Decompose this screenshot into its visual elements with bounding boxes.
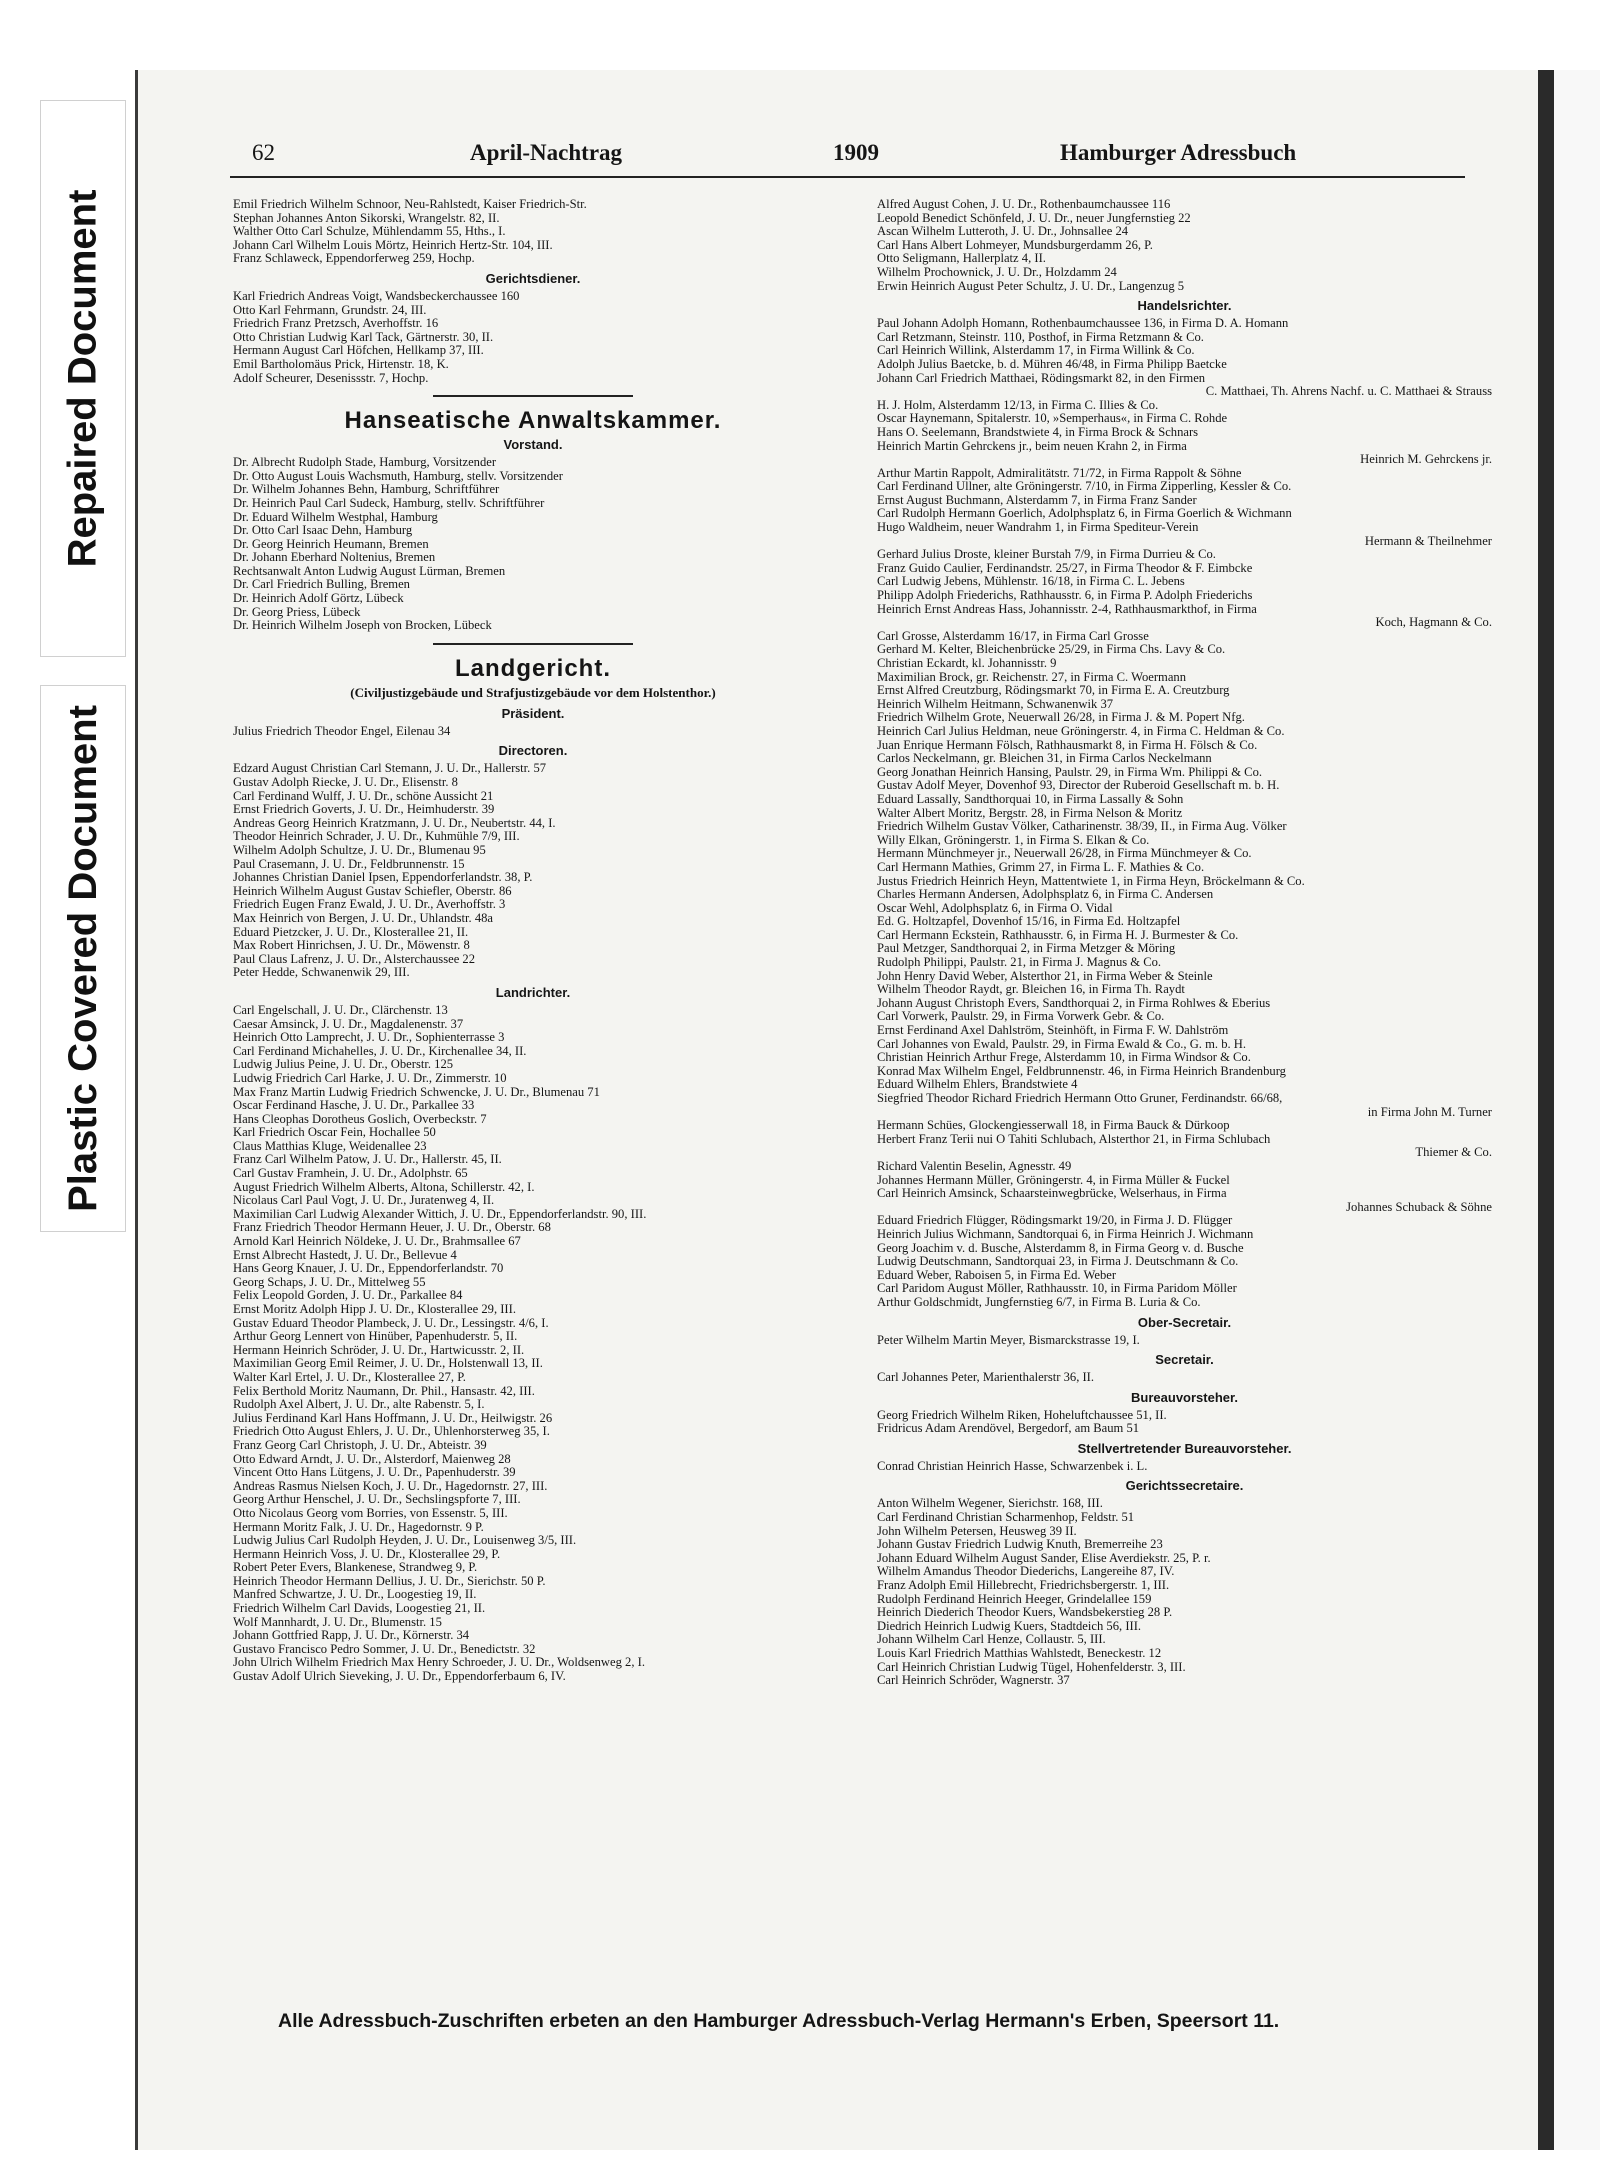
directory-entry: Carlos Neckelmann, gr. Bleichen 31, in Firma Carlos Neckelmann <box>877 751 1212 766</box>
directory-entry: Arnold Karl Heinrich Nöldeke, J. U. Dr., Brahmsallee 67 <box>233 1234 521 1249</box>
directory-entry: Carl Retzmann, Steinstr. 110, Posthof, in Firma Retzmann & Co. <box>877 329 1204 344</box>
directory-entry: Max Heinrich von Bergen, J. U. Dr., Uhlandstr. 48a <box>233 910 493 925</box>
directory-entry: Georg Arthur Henschel, J. U. Dr., Sechslingspforte 7, III. <box>233 1492 521 1507</box>
directory-entry: Vincent Otto Hans Lütgens, J. U. Dr., Papenhuderstr. 39 <box>233 1465 516 1480</box>
directory-entry: Friedrich Wilhelm Gustav Völker, Catharinenstr. 38/39, II., in Firma Aug. Völker <box>877 819 1287 834</box>
directory-entry: Adolf Scheurer, Desenissstr. 7, Hochp. <box>233 370 429 385</box>
directory-entry: Gustav Adolph Riecke, J. U. Dr., Elisenstr. 8 <box>233 775 458 790</box>
directory-entry: Walter Albert Moritz, Bergstr. 28, in Firma Nelson & Moritz <box>877 805 1183 820</box>
page-header <box>230 140 1320 174</box>
directory-entry: Justus Friedrich Heinrich Heyn, Mattentwiete 1, in Firma Heyn, Bröckelmann & Co. <box>877 873 1305 888</box>
directory-entry: Dr. Johann Eberhard Noltenius, Bremen <box>233 550 436 565</box>
directory-entry: Dr. Georg Priess, Lübeck <box>233 604 361 619</box>
directory-entry: Willy Elkan, Gröningerstr. 1, in Firma S. Elkan & Co. <box>877 832 1150 847</box>
directory-entry: Heinrich Julius Wichmann, Sandtorquai 6, in Firma Heinrich J. Wichmann <box>877 1226 1254 1241</box>
directory-entry: Emil Bartholomäus Prick, Hirtenstr. 18, K. <box>233 356 449 371</box>
directory-entry: Dr. Otto August Louis Wachsmuth, Hamburg, stellv. Vorsitzender <box>233 468 563 483</box>
publisher-footer: Alle Adressbuch-Zuschriften erbeten an den Hamburger Adressbuch-Verlag Hermann's Erben, Speersort 11. <box>278 2010 1280 2032</box>
directory-entry: Wilhelm Amandus Theodor Diederichs, Langereihe 87, IV. <box>877 1564 1175 1579</box>
section-heading-landrichter: Landrichter. <box>495 984 571 1000</box>
directory-entry: Heinrich Diederich Theodor Kuers, Wandsbekerstieg 28 P. <box>877 1605 1173 1620</box>
directory-entry: Ernst Alfred Creutzburg, Rödingsmarkt 70, in Firma E. A. Creutzburg <box>877 683 1230 698</box>
directory-entry: Gustav Eduard Theodor Plambeck, J. U. Dr., Lessingstr. 4/6, I. <box>233 1315 549 1330</box>
directory-entry: Maximilian Carl Ludwig Alexander Wittich, J. U. Dr., Eppendorferlandstr. 90, III. <box>233 1206 647 1221</box>
right-column <box>877 198 1492 1688</box>
directory-entry: Emil Friedrich Wilhelm Schnoor, Neu-Rahlstedt, Kaiser Friedrich-Str. <box>233 197 587 211</box>
directory-entry: Heinrich Wilhelm August Gustav Schiefler, Oberstr. 86 <box>233 883 512 898</box>
directory-entry: Carl Ferdinand Wulff, J. U. Dr., schöne Aussicht 21 <box>233 788 494 803</box>
directory-entry: Fridricus Adam Arendövel, Bergedorf, am Baum 51 <box>877 1421 1140 1436</box>
directory-entry: Carl Gustav Framhein, J. U. Dr., Adolphstr. 65 <box>233 1166 468 1181</box>
directory-entry: John Wilhelm Petersen, Heusweg 39 II. <box>877 1523 1077 1538</box>
directory-entry: Friedrich Eugen Franz Ewald, J. U. Dr., Averhoffstr. 3 <box>233 897 506 912</box>
directory-entry: Johann August Christoph Evers, Sandthorquai 2, in Firma Rohlwes & Eberius <box>877 995 1271 1010</box>
directory-entry: Karl Friedrich Andreas Voigt, Wandsbeckerchaussee 160 <box>233 288 520 303</box>
directory-entry: Karl Friedrich Oscar Fein, Hochallee 50 <box>233 1125 436 1140</box>
directory-entry: Stephan Johannes Anton Sikorski, Wrangelstr. 82, II. <box>233 210 500 225</box>
section-heading-directoren: Directoren. <box>498 743 568 759</box>
scan-margin <box>1554 70 1600 2150</box>
directory-entry: Konrad Max Wilhelm Engel, Feldbrunnenstr. 46, in Firma Heinrich Brandenburg <box>877 1063 1286 1078</box>
year: 1909 <box>833 140 879 165</box>
directory-entry: Rudolph Ferdinand Heinrich Heeger, Grindelallee 159 <box>877 1591 1152 1606</box>
directory-entry: Diedrich Heinrich Ludwig Kuers, Stadtdeich 56, III. <box>877 1618 1142 1633</box>
directory-entry: Andreas Rasmus Nielsen Koch, J. U. Dr., Hagedornstr. 27, III. <box>233 1478 548 1493</box>
directory-entry: Ludwig Friedrich Carl Harke, J. U. Dr., Zimmerstr. 10 <box>233 1070 507 1085</box>
directory-entry: H. J. Holm, Alsterdamm 12/13, in Firma C. Illies & Co. <box>877 397 1159 412</box>
directory-entry: Johann Carl Friedrich Matthaei, Rödingsmarkt 82, in den Firmen <box>877 370 1206 385</box>
directory-entry: Gerhard Julius Droste, kleiner Burstah 7/9, in Firma Durrieu & Co. <box>877 547 1216 562</box>
stellv-bureauvorsteher-list <box>877 1460 1492 1474</box>
secretair-list <box>877 1371 1492 1385</box>
directory-entry: Franz Guido Caulier, Ferdinandstr. 25/27, in Firma Theodor & F. Eimbcke <box>877 560 1253 575</box>
directory-entry: Ernst August Buchmann, Alsterdamm 7, in Firma Franz Sander <box>877 492 1197 507</box>
directory-entry-continuation: Hermann & Theilnehmer <box>1364 533 1492 548</box>
directory-entry: Siegfried Theodor Richard Friedrich Hermann Otto Gruner, Ferdinandstr. 66/68, <box>877 1091 1283 1105</box>
directory-entry: Robert Peter Evers, Blankenese, Strandweg 9, P. <box>233 1560 478 1575</box>
directory-entry: Arthur Georg Lennert von Hinüber, Papenhuderstr. 5, II. <box>233 1329 518 1344</box>
obersecretair-list <box>877 1334 1492 1348</box>
directory-entry: Paul Claus Lafrenz, J. U. Dr., Alsterchaussee 22 <box>233 951 476 966</box>
directory-entry-continuation: Koch, Hagmann & Co. <box>1375 615 1492 630</box>
section-heading-handelsrichter: Handelsrichter. <box>1137 298 1232 314</box>
directory-entry: Heinrich Otto Lamprecht, J. U. Dr., Sophienterrasse 3 <box>233 1030 505 1045</box>
directory-entry: Heinrich Theodor Hermann Dellius, J. U. Dr., Sierichstr. 50 P. <box>233 1573 546 1588</box>
directory-entry: Carl Vorwerk, Paulstr. 29, in Firma Vorwerk Gebr. & Co. <box>877 1009 1165 1024</box>
directory-entry: Paul Crasemann, J. U. Dr., Feldbrunnenstr. 15 <box>233 856 465 871</box>
directory-entry: Rechtsanwalt Anton Ludwig August Lürman, Bremen <box>233 563 506 578</box>
directory-entry: Eduard Pietzcker, J. U. Dr., Klosterallee 21, II. <box>233 924 469 939</box>
directory-entry: Wolf Mannhardt, J. U. Dr., Blumenstr. 15 <box>233 1614 442 1629</box>
left-top-list <box>233 198 833 266</box>
directory-entry: Carl Johannes von Ewald, Paulstr. 29, in Firma Ewald & Co., G. m. b. H. <box>877 1036 1247 1051</box>
directory-entry: Carl Rudolph Hermann Goerlich, Adolphsplatz 6, in Firma Goerlich & Wichmann <box>877 506 1292 521</box>
directory-entry: Hans O. Seelemann, Brandstwiete 4, in Firma Brock & Schnars <box>877 424 1199 439</box>
directory-entry: Hermann Moritz Falk, J. U. Dr., Hagedornstr. 9 P. <box>233 1519 484 1534</box>
directory-entry: Franz Friedrich Theodor Hermann Heuer, J. U. Dr., Oberstr. 68 <box>233 1220 551 1235</box>
directory-entry: Theodor Heinrich Schrader, J. U. Dr., Kuhmühle 7/9, III. <box>233 829 520 844</box>
directory-entry: Carl Hans Albert Lohmeyer, Mundsburgerdamm 26, P. <box>877 237 1153 252</box>
directory-entry: Hermann Schües, Glockengiesserwall 18, in Firma Bauck & Dürkoop <box>877 1118 1230 1133</box>
section-heading-bureauvorsteher: Bureauvorsteher. <box>1131 1389 1238 1405</box>
directory-entry: Rudolph Philippi, Paulstr. 21, in Firma J. Magnus & Co. <box>877 955 1162 970</box>
section-rule <box>433 395 633 397</box>
directory-entry: Franz Adolph Emil Hillebrecht, Friedrichsbergerstr. 1, III. <box>877 1578 1170 1593</box>
directory-entry: Caesar Amsinck, J. U. Dr., Magdalenenstr. 37 <box>233 1016 464 1031</box>
directory-entry: Hermann August Carl Höfchen, Hellkamp 37, III. <box>233 343 484 358</box>
directory-entry: Ludwig Deutschmann, Sandtorquai 23, in Firma J. Deutschmann & Co. <box>877 1254 1239 1269</box>
directory-entry: Ascan Wilhelm Lutteroth, J. U. Dr., Johnsallee 24 <box>877 224 1129 239</box>
gerichtsdiener-list <box>233 290 833 385</box>
directory-entry: Julius Ferdinand Karl Hans Hoffmann, J. U. Dr., Heilwigstr. 26 <box>233 1410 553 1425</box>
directory-entry: Adolph Julius Baetcke, b. d. Mühren 46/48, in Firma Philipp Baetcke <box>877 356 1227 371</box>
page-number: 62 <box>252 140 275 165</box>
supplement-title: April-Nachtrag <box>470 140 623 165</box>
directory-entry: Manfred Schwartze, J. U. Dr., Loogestieg 19, II. <box>233 1587 477 1602</box>
directory-entry: Friedrich Wilhelm Carl Davids, Loogestieg 21, II. <box>233 1601 486 1616</box>
directory-entry: Felix Berthold Moritz Naumann, Dr. Phil., Hansastr. 42, III. <box>233 1383 535 1398</box>
directory-entry: John Henry David Weber, Alsterthor 21, in Firma Weber & Steinle <box>877 968 1213 983</box>
directory-entry: Friedrich Franz Pretzsch, Averhoffstr. 16 <box>233 316 439 331</box>
left-column <box>233 198 833 1684</box>
directory-entry: Carl Hermann Eckstein, Rathhausstr. 6, in Firma H. J. Burmester & Co. <box>877 927 1239 942</box>
directory-entry-continuation: in Firma John M. Turner <box>1367 1104 1492 1119</box>
directory-entry: Hugo Waldheim, neuer Wandrahm 1, in Firma Spediteur-Verein <box>877 520 1199 535</box>
landgericht-subtitle: (Civiljustizgebäude und Strafjustizgebäude vor dem Holstenthor.) <box>350 684 716 700</box>
directory-entry: Georg Jonathan Heinrich Hansing, Paulstr. 29, in Firma Wm. Philippi & Co. <box>877 764 1263 779</box>
directory-entry: Gustavo Francisco Pedro Sommer, J. U. Dr., Benedictstr. 32 <box>233 1641 536 1656</box>
right-top-list <box>877 198 1492 293</box>
directory-entry: Johannes Hermann Müller, Gröningerstr. 4, in Firma Müller & Fuckel <box>877 1172 1230 1187</box>
landrichter-list <box>233 1004 833 1684</box>
directory-entry: Leopold Benedict Schönfeld, J. U. Dr., neuer Jungfernstieg 22 <box>877 210 1191 225</box>
section-heading-landgericht: Landgericht. <box>454 654 611 682</box>
directory-entry-continuation: C. Matthaei, Th. Ahrens Nachf. u. C. Matthaei & Strauss <box>1205 384 1492 399</box>
directory-entry: Dr. Albrecht Rudolph Stade, Hamburg, Vorsitzender <box>233 455 497 470</box>
directory-entry: Johann Wilhelm Carl Henze, Collaustr. 5, III. <box>877 1632 1106 1647</box>
directory-entry: Ernst Moritz Adolph Hipp J. U. Dr., Klosterallee 29, III. <box>233 1302 516 1316</box>
directory-entry: Franz Carl Wilhelm Patow, J. U. Dr., Hallerstr. 45, II. <box>233 1152 502 1167</box>
directory-entry: Otto Karl Fehrmann, Grundstr. 24, III. <box>233 302 427 317</box>
directory-entry: Georg Schaps, J. U. Dr., Mittelweg 55 <box>233 1274 426 1289</box>
directory-entry: Paul Johann Adolph Homann, Rothenbaumchaussee 136, in Firma D. A. Homann <box>877 316 1289 331</box>
directory-entry: Otto Seligmann, Hallerplatz 4, II. <box>877 251 1046 266</box>
directory-entry: Walter Karl Ertel, J. U. Dr., Klosterallee 27, P. <box>233 1369 466 1384</box>
directory-entry: Oscar Haynemann, Spitalerstr. 10, »Semperhaus«, in Firma C. Rohde <box>877 411 1228 426</box>
directory-entry: Rudolph Axel Albert, J. U. Dr., alte Rabenstr. 5, I. <box>233 1397 485 1412</box>
directory-entry: Arthur Martin Rappolt, Admiralitätstr. 71/72, in Firma Rappolt & Söhne <box>877 465 1242 480</box>
directory-entry: Juan Enrique Hermann Fölsch, Rathhausmarkt 8, in Firma H. Fölsch & Co. <box>877 737 1258 752</box>
directory-entry: Christian Heinrich Arthur Frege, Alsterdamm 10, in Firma Windsor & Co. <box>877 1050 1251 1065</box>
directory-entry: Friedrich Otto August Ehlers, J. U. Dr., Uhlenhorsterweg 35, I. <box>233 1424 550 1439</box>
directoren-list <box>233 762 833 980</box>
directory-entry: Gustav Adolf Meyer, Dovenhof 93, Director der Ruberoid Gesellschaft m. b. H. <box>877 778 1280 793</box>
directory-entry: Richard Valentin Beselin, Agnesstr. 49 <box>877 1158 1072 1173</box>
directory-entry: Carl Heinrich Willink, Alsterdamm 17, in Firma Willink & Co. <box>877 343 1195 358</box>
directory-entry: Anton Wilhelm Wegener, Sierichstr. 168, III. <box>877 1496 1103 1511</box>
directory-entry: Dr. Wilhelm Johannes Behn, Hamburg, Schriftführer <box>233 482 500 497</box>
directory-entry: Christian Eckardt, kl. Johannisstr. 9 <box>877 656 1057 670</box>
directory-entry: Eduard Wilhelm Ehlers, Brandstwiete 4 <box>877 1077 1078 1092</box>
directory-entry: Herbert Franz Terii nui O Tahiti Schlubach, Alsterthor 21, in Firma Schlubach <box>877 1131 1271 1146</box>
directory-entry: Dr. Heinrich Adolf Görtz, Lübeck <box>233 591 404 606</box>
directory-entry: Carl Ferdinand Christian Scharmenhop, Feldstr. 51 <box>877 1510 1135 1525</box>
directory-entry: John Ulrich Wilhelm Friedrich Max Henry Schroeder, J. U. Dr., Woldsenweg 2, I. <box>233 1655 645 1670</box>
directory-entry: Hermann Münchmeyer jr., Neuerwall 26/28, in Firma Münchmeyer & Co. <box>877 846 1252 861</box>
directory-entry-continuation: Heinrich M. Gehrckens jr. <box>1360 452 1492 467</box>
directory-entry: Peter Wilhelm Martin Meyer, Bismarckstrasse 19, I. <box>877 1332 1140 1347</box>
vorstand-list <box>233 456 833 633</box>
directory-entry: August Friedrich Wilhelm Alberts, Altona, Schillerstr. 42, I. <box>233 1179 535 1194</box>
repaired-document-label: Repaired Document <box>60 189 105 568</box>
directory-entry-continuation: Johannes Schuback & Söhne <box>1346 1199 1492 1214</box>
directory-entry: Gustav Adolf Ulrich Sieveking, J. U. Dr., Eppendorferbaum 6, IV. <box>233 1669 566 1684</box>
directory-entry: Erwin Heinrich August Peter Schultz, J. U. Dr., Langenzug 5 <box>877 278 1185 293</box>
directory-entry: Oscar Wehl, Adolphsplatz 6, in Firma O. Vidal <box>877 900 1113 915</box>
bureauvorsteher-list <box>877 1409 1492 1436</box>
directory-entry: Alfred August Cohen, J. U. Dr., Rothenbaumchaussee 116 <box>877 197 1171 211</box>
directory-entry: Johann Gustav Friedrich Ludwig Knuth, Bremerreihe 23 <box>877 1537 1163 1552</box>
directory-entry: Nicolaus Carl Paul Vogt, J. U. Dr., Juratenweg 4, II. <box>233 1193 495 1208</box>
header-rule <box>230 176 1465 178</box>
directory-entry: Louis Karl Friedrich Matthias Wahlstedt, Beneckestr. 12 <box>877 1646 1162 1660</box>
directory-entry: Ludwig Julius Carl Rudolph Heyden, J. U. Dr., Louisenweg 3/5, III. <box>233 1533 577 1548</box>
directory-entry: Heinrich Ernst Andreas Hass, Johannisstr. 2-4, Rathhausmarkthof, in Firma <box>877 601 1257 616</box>
directory-entry: Johann Carl Wilhelm Louis Mörtz, Heinrich Hertz-Str. 104, III. <box>233 237 553 252</box>
section-heading-obersecretair: Ober-Secretair. <box>1137 1314 1232 1330</box>
directory-entry: Ed. G. Holtzapfel, Dovenhof 15/16, in Firma Ed. Holtzapfel <box>877 914 1181 929</box>
directory-entry: Andreas Georg Heinrich Kratzmann, J. U. Dr., Neubertstr. 44, I. <box>233 815 556 830</box>
praesident-list <box>233 725 833 739</box>
section-heading-secretair: Secretair. <box>1155 1352 1214 1368</box>
directory-entry: Friedrich Wilhelm Grote, Neuerwall 26/28, in Firma J. & M. Popert Nfg. <box>877 710 1245 725</box>
directory-entry: Dr. Eduard Wilhelm Westphal, Hamburg <box>233 509 438 524</box>
section-heading-gerichtsdiener: Gerichtsdiener. <box>485 270 581 286</box>
directory-entry: Eduard Weber, Raboisen 5, in Firma Ed. Weber <box>877 1267 1117 1282</box>
directory-entry: Johann Gottfried Rapp, J. U. Dr., Körnerstr. 34 <box>233 1628 470 1643</box>
directory-entry: Georg Joachim v. d. Busche, Alsterdamm 8, in Firma Georg v. d. Busche <box>877 1240 1244 1255</box>
directory-entry: Dr. Georg Heinrich Heumann, Bremen <box>233 536 429 551</box>
directory-entry: Maximilian Brock, gr. Reichenstr. 27, in Firma C. Woermann <box>877 669 1187 684</box>
section-heading-vorstand: Vorstand. <box>503 437 563 453</box>
directory-entry: Paul Metzger, Sandthorquai 2, in Firma Metzger & Möring <box>877 941 1176 956</box>
directory-entry: Carl Engelschall, J. U. Dr., Clärchenstr. 13 <box>233 1002 448 1017</box>
directory-entry: Dr. Heinrich Paul Carl Sudeck, Hamburg, stellv. Schriftführer <box>233 495 545 510</box>
gerichtssecretaire-list <box>877 1497 1492 1687</box>
directory-entry: Edzard August Christian Carl Stemann, J. U. Dr., Hallerstr. 57 <box>233 761 547 776</box>
section-heading-stellv-bureauvorsteher: Stellvertretender Bureauvorsteher. <box>1077 1440 1292 1456</box>
directory-entry: Carl Hermann Mathies, Grimm 27, in Firma L. F. Mathies & Co. <box>877 859 1205 874</box>
directory-entry: Hermann Heinrich Schröder, J. U. Dr., Hartwicusstr. 2, II. <box>233 1342 525 1357</box>
directory-entry: Carl Johannes Peter, Marienthalerstr 36, II. <box>877 1370 1095 1385</box>
directory-entry: Peter Hedde, Schwanenwik 29, III. <box>233 965 410 980</box>
directory-entry: Ludwig Julius Peine, J. U. Dr., Oberstr. 125 <box>233 1057 454 1072</box>
directory-entry: Wilhelm Theodor Raydt, gr. Bleichen 16, in Firma Th. Raydt <box>877 982 1185 997</box>
directory-entry: Hermann Heinrich Voss, J. U. Dr., Klosterallee 29, P. <box>233 1546 501 1561</box>
directory-entry: Oscar Ferdinand Hasche, J. U. Dr., Parkallee 33 <box>233 1098 475 1113</box>
directory-entry: Hans Cleophas Dorotheus Goslich, Overbeckstr. 7 <box>233 1111 487 1126</box>
directory-entry: Walther Otto Carl Schulze, Mühlendamm 55, Hths., I. <box>233 224 506 239</box>
directory-entry: Carl Heinrich Christian Ludwig Tügel, Hohenfelderstr. 3, III. <box>877 1659 1186 1674</box>
directory-entry: Otto Nicolaus Georg vom Borries, von Essenstr. 5, III. <box>233 1505 508 1520</box>
directory-entry: Franz Georg Carl Christoph, J. U. Dr., Abteistr. 39 <box>233 1437 487 1452</box>
directory-entry: Ernst Albrecht Hastedt, J. U. Dr., Bellevue 4 <box>233 1247 457 1262</box>
directory-entry: Gerhard M. Kelter, Bleichenbrücke 25/29, in Firma Chs. Lavy & Co. <box>877 642 1226 657</box>
section-rule <box>433 643 633 645</box>
directory-entry: Julius Friedrich Theodor Engel, Eilenau 34 <box>233 723 451 738</box>
directory-entry: Johann Eduard Wilhelm August Sander, Elise Averdiekstr. 25, P. r. <box>877 1550 1211 1565</box>
directory-entry: Carl Grosse, Alsterdamm 16/17, in Firma Carl Grosse <box>877 628 1149 643</box>
scan-binding-edge <box>1538 70 1554 2150</box>
directory-entry: Claus Matthias Kluge, Weidenallee 23 <box>233 1138 427 1153</box>
directory-entry: Charles Hermann Andersen, Adolphsplatz 6, in Firma C. Andersen <box>877 887 1214 902</box>
directory-entry: Philipp Adolph Friederichs, Rathhausstr. 6, in Firma P. Adolph Friederichs <box>877 588 1253 603</box>
directory-entry: Carl Heinrich Schröder, Wagnerstr. 37 <box>877 1673 1070 1688</box>
repaired-document-tab <box>40 100 126 657</box>
directory-entry: Ernst Ferdinand Axel Dahlström, Steinhöft, in Firma F. W. Dahlström <box>877 1023 1229 1038</box>
directory-entry: Carl Ferdinand Michahelles, J. U. Dr., Kirchenallee 34, II. <box>233 1043 527 1058</box>
section-heading-anwaltskammer: Hanseatische Anwaltskammer. <box>344 407 722 435</box>
handelsrichter-list <box>877 317 1492 1309</box>
directory-entry: Georg Friedrich Wilhelm Riken, Hoheluftchaussee 51, II. <box>877 1407 1167 1422</box>
plastic-covered-document-tab <box>40 685 126 1232</box>
directory-entry: Johannes Christian Daniel Ipsen, Eppendorferlandstr. 38, P. <box>233 870 533 885</box>
directory-entry: Otto Christian Ludwig Karl Tack, Gärtnerstr. 30, II. <box>233 329 494 344</box>
directory-entry: Dr. Heinrich Wilhelm Joseph von Brocken, Lübeck <box>233 618 492 633</box>
section-heading-gerichtssecretaire: Gerichtssecretaire. <box>1125 1478 1244 1494</box>
section-heading-praesident: Präsident. <box>501 705 565 721</box>
directory-entry: Carl Paridom August Möller, Rathhausstr. 10, in Firma Paridom Möller <box>877 1281 1237 1296</box>
directory-entry: Wilhelm Prochownick, J. U. Dr., Holzdamm 24 <box>877 264 1117 279</box>
directory-entry: Carl Ludwig Jebens, Mühlenstr. 16/18, in Firma C. L. Jebens <box>877 574 1185 589</box>
directory-entry: Ernst Friedrich Goverts, J. U. Dr., Heimhuderstr. 39 <box>233 802 495 817</box>
directory-entry: Conrad Christian Heinrich Hasse, Schwarzenbek i. L. <box>877 1458 1148 1473</box>
directory-entry: Max Franz Martin Ludwig Friedrich Schwencke, J. U. Dr., Blumenau 71 <box>233 1084 600 1099</box>
directory-entry: Carl Ferdinand Ullner, alte Gröningerstr. 7/10, in Firma Zipperling, Kessler & Co. <box>877 479 1292 494</box>
plastic-covered-document-label: Plastic Covered Document <box>60 705 105 1212</box>
directory-entry: Maximilian Georg Emil Reimer, J. U. Dr., Holstenwall 13, II. <box>233 1356 543 1371</box>
directory-entry: Eduard Friedrich Flügger, Rödingsmarkt 19/20, in Firma J. D. Flügger <box>877 1213 1233 1228</box>
directory-entry: Heinrich Wilhelm Heitmann, Schwanenwik 37 <box>877 696 1114 711</box>
directory-entry: Eduard Lassally, Sandthorquai 10, in Firma Lassally & Sohn <box>877 791 1184 806</box>
directory-entry: Heinrich Martin Gehrckens jr., beim neuen Krahn 2, in Firma <box>877 438 1187 453</box>
directory-entry: Wilhelm Adolph Schultze, J. U. Dr., Blumenau 95 <box>233 843 486 857</box>
directory-entry: Otto Edward Arndt, J. U. Dr., Alsterdorf, Maienweg 28 <box>233 1451 511 1466</box>
directory-entry: Max Robert Hinrichsen, J. U. Dr., Möwenstr. 8 <box>233 938 470 953</box>
directory-entry: Hans Georg Knauer, J. U. Dr., Eppendorferlandstr. 70 <box>233 1261 504 1276</box>
book-title: Hamburger Adressbuch <box>1060 140 1297 165</box>
directory-entry: Heinrich Carl Julius Heldman, neue Gröningerstr. 4, in Firma C. Heldman & Co. <box>877 723 1285 738</box>
directory-entry: Dr. Otto Carl Isaac Dehn, Hamburg <box>233 523 413 538</box>
directory-entry: Franz Schlaweck, Eppendorferweg 259, Hochp. <box>233 251 475 266</box>
directory-entry-continuation: Thiemer & Co. <box>1415 1145 1492 1160</box>
directory-entry: Arthur Goldschmidt, Jungfernstieg 6/7, in Firma B. Luria & Co. <box>877 1294 1201 1309</box>
directory-entry: Dr. Carl Friedrich Bulling, Bremen <box>233 577 410 592</box>
directory-entry: Felix Leopold Gorden, J. U. Dr., Parkallee 84 <box>233 1288 463 1303</box>
directory-entry: Carl Heinrich Amsinck, Schaarsteinwegbrücke, Welserhaus, in Firma <box>877 1186 1227 1201</box>
